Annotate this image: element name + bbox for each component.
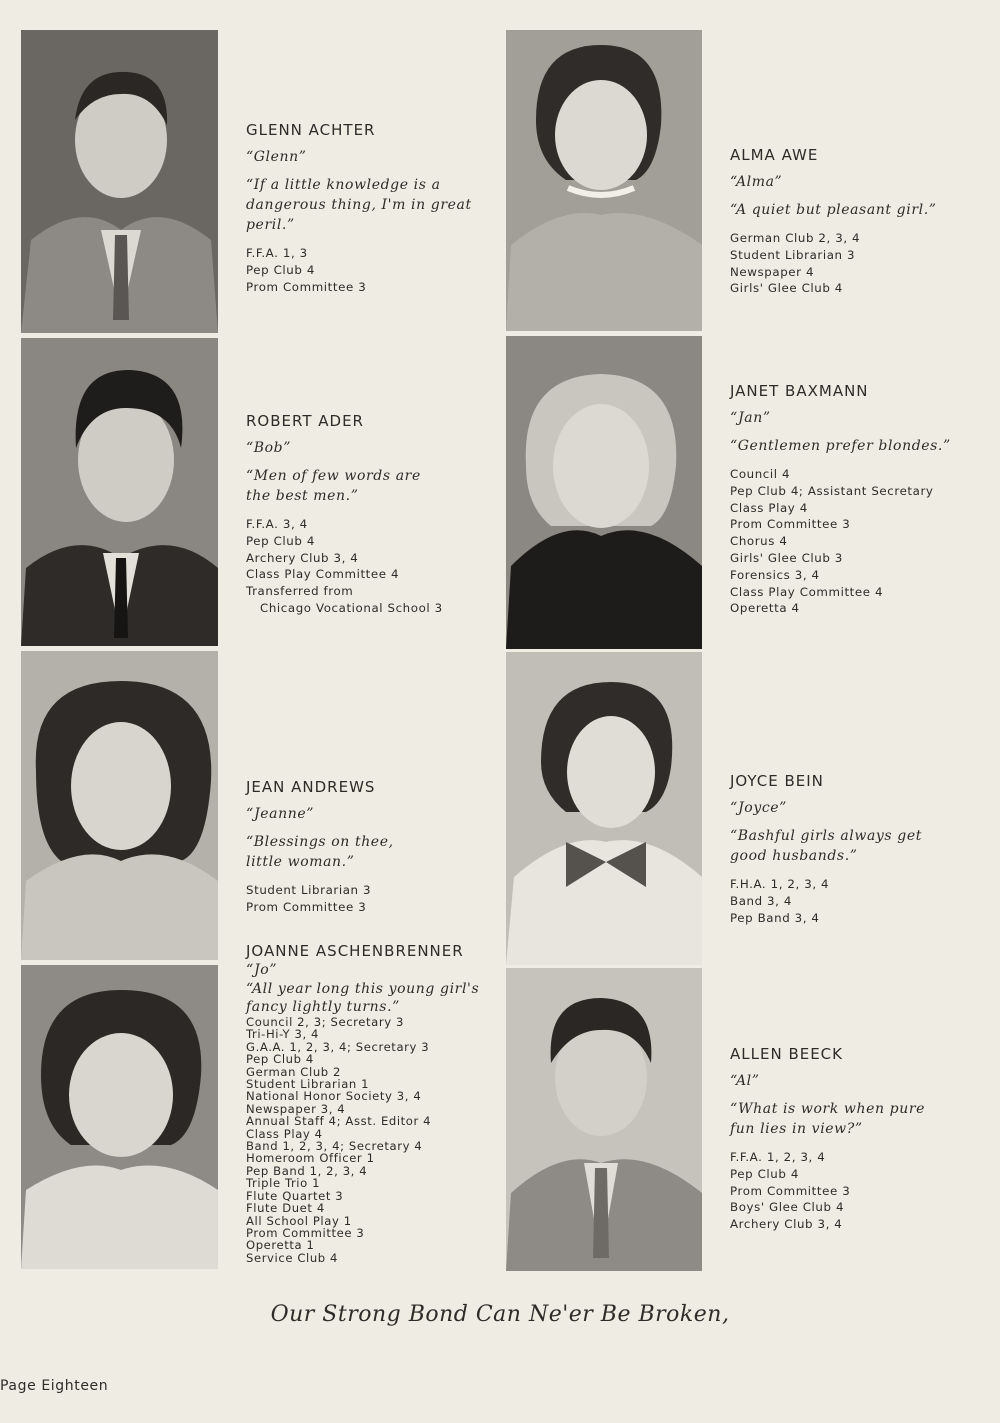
activity-item: G.A.A. 1, 2, 3, 4; Secretary 3: [246, 1039, 430, 1054]
activity-item: German Club 2: [246, 1064, 341, 1079]
activity-item: Prom Committee 3: [730, 1183, 851, 1198]
activity-item: Pep Club 4; Assistant Secretary: [730, 483, 934, 498]
student-name: JANET BAXMANN: [730, 382, 869, 400]
activity-item: Homeroom Officer 1: [246, 1151, 375, 1166]
student-entry-janet-baxmann: [730, 382, 990, 617]
class-motto: Our Strong Bond Can Ne'er Be Broken,: [270, 1302, 730, 1327]
activity-item: Student Librarian 1: [246, 1077, 370, 1092]
student-nickname: “Jan”: [730, 410, 771, 426]
portrait-allen-beeck: [506, 968, 702, 1271]
student-entry-allen-beeck: [730, 1045, 960, 1233]
student-entry-alma-awe: [730, 146, 970, 297]
activities-list: [246, 882, 486, 916]
activity-item: Pep Club 4: [246, 262, 315, 277]
activity-item: Prom Committee 3: [246, 899, 367, 914]
activity-item: Prom Committee 3: [246, 279, 367, 294]
student-nickname: “Bob”: [246, 440, 291, 456]
activity-item: German Club 2, 3, 4: [730, 231, 861, 245]
portrait-image: [506, 336, 702, 649]
activity-item: Chicago Vocational School 3: [260, 600, 443, 615]
activity-item: Pep Club 4: [730, 1166, 799, 1181]
student-quote: “Bashful girls always get good husbands.”: [730, 828, 922, 864]
student-nickname: “Jeanne”: [246, 806, 314, 822]
portrait-image: [21, 651, 218, 960]
portrait-alma-awe: [506, 30, 702, 331]
activity-item: Annual Staff 4; Asst. Editor 4: [246, 1114, 432, 1129]
activities-list: [246, 1016, 496, 1264]
activity-item: Boys' Glee Club 4: [730, 1200, 845, 1215]
activity-item: Newspaper 4: [730, 264, 815, 279]
activity-item: Prom Committee 3: [730, 517, 851, 532]
student-quote: “Gentlemen prefer blondes.”: [730, 438, 951, 454]
activity-item: Class Play 4: [246, 1126, 323, 1141]
activities-list: [246, 245, 496, 295]
student-quote: “All year long this young girl's fancy lightly turns.”: [246, 981, 480, 1015]
portrait-image: [21, 965, 218, 1269]
student-nickname: “Glenn”: [246, 149, 307, 165]
student-entry-glenn-achter: [246, 121, 496, 295]
activity-item: Band 3, 4: [730, 893, 792, 908]
portrait-image: [506, 652, 702, 965]
activity-item: F.H.A. 1, 2, 3, 4: [730, 877, 830, 891]
activities-list: [730, 466, 990, 617]
portrait-glenn-achter: [21, 30, 218, 333]
page-number: Page Eighteen: [0, 1378, 109, 1394]
student-name: JEAN ANDREWS: [246, 778, 376, 796]
portrait-joyce-bein: [506, 652, 702, 965]
student-nickname: “Al”: [730, 1073, 760, 1089]
activity-item: Band 1, 2, 3, 4; Secretary 4: [246, 1139, 423, 1154]
activity-item: Transferred from: [246, 584, 354, 599]
activity-item: National Honor Society 3, 4: [246, 1089, 422, 1104]
activity-item: Flute Quartet 3: [246, 1188, 344, 1203]
activity-item: Archery Club 3, 4: [246, 550, 359, 565]
activities-list: [730, 230, 970, 297]
portrait-janet-baxmann: [506, 336, 702, 649]
student-quote: “What is work when pure fun lies in view?”: [730, 1101, 926, 1137]
student-quote: “A quiet but pleasant girl.”: [730, 202, 937, 218]
activity-item: F.F.A. 1, 3: [246, 246, 308, 260]
student-name: ALLEN BEECK: [730, 1045, 843, 1063]
student-entry-robert-ader: [246, 412, 486, 617]
student-name: JOYCE BEIN: [730, 772, 824, 790]
activity-item: F.F.A. 1, 2, 3, 4: [730, 1150, 826, 1164]
activity-item: Class Play Committee 4: [246, 567, 400, 582]
activity-item: Student Librarian 3: [730, 247, 856, 262]
portrait-robert-ader: [21, 338, 218, 646]
student-entry-joanne-aschenbrenner: [246, 942, 496, 1264]
student-name: ALMA AWE: [730, 146, 819, 164]
portrait-image: [21, 30, 218, 333]
activity-item: Class Play Committee 4: [730, 584, 884, 599]
activity-item: Council 4: [730, 467, 791, 481]
activities-list: [730, 1149, 960, 1233]
activity-item: Chorus 4: [730, 534, 788, 549]
student-nickname: “Jo”: [246, 962, 278, 978]
activity-item: Service Club 4: [246, 1250, 339, 1265]
activity-item: Flute Duet 4: [246, 1201, 325, 1216]
student-nickname: “Alma”: [730, 174, 783, 190]
activity-item: Forensics 3, 4: [730, 567, 820, 582]
student-quote: “Men of few words are the best men.”: [246, 468, 421, 504]
activity-item: Pep Band 3, 4: [730, 910, 820, 925]
student-name: ROBERT ADER: [246, 412, 364, 430]
activity-item: Girls' Glee Club 3: [730, 550, 843, 565]
activity-item: F.F.A. 3, 4: [246, 517, 308, 531]
portrait-image: [506, 968, 702, 1271]
student-entry-jean-andrews: [246, 778, 486, 916]
activity-item: Operetta 4: [730, 601, 800, 616]
activity-item: Triple Trio 1: [246, 1176, 321, 1191]
activity-item: Council 2, 3; Secretary 3: [246, 1015, 404, 1029]
portrait-image: [21, 338, 218, 646]
portrait-joanne-aschenbrenner: [21, 965, 218, 1269]
activity-item: Prom Committee 3: [246, 1225, 365, 1240]
activity-item: Pep Band 1, 2, 3, 4: [246, 1163, 368, 1178]
student-entry-joyce-bein: [730, 772, 960, 926]
student-quote: “If a little knowledge is a dangerous thing, I'm in great peril.”: [246, 177, 472, 233]
activities-list: [730, 876, 960, 926]
activities-list: [246, 516, 486, 617]
activity-item: Pep Club 4: [246, 1052, 314, 1067]
student-name: GLENN ACHTER: [246, 121, 376, 139]
activity-item: Operetta 1: [246, 1238, 315, 1253]
student-quote: “Blessings on thee, little woman.”: [246, 834, 394, 870]
student-nickname: “Joyce”: [730, 800, 787, 816]
student-name: JOANNE ASCHENBRENNER: [246, 942, 464, 960]
activity-item: Class Play 4: [730, 500, 808, 515]
activity-item: Student Librarian 3: [246, 883, 372, 897]
activity-item: Girls' Glee Club 4: [730, 281, 843, 296]
activity-item: Archery Club 3, 4: [730, 1217, 843, 1232]
activity-item: All School Play 1: [246, 1213, 352, 1228]
activity-item: Newspaper 3, 4: [246, 1101, 346, 1116]
portrait-image: [506, 30, 702, 331]
portrait-jean-andrews: [21, 651, 218, 960]
activity-item: Pep Club 4: [246, 533, 315, 548]
activity-item: Tri-Hi-Y 3, 4: [246, 1027, 319, 1042]
